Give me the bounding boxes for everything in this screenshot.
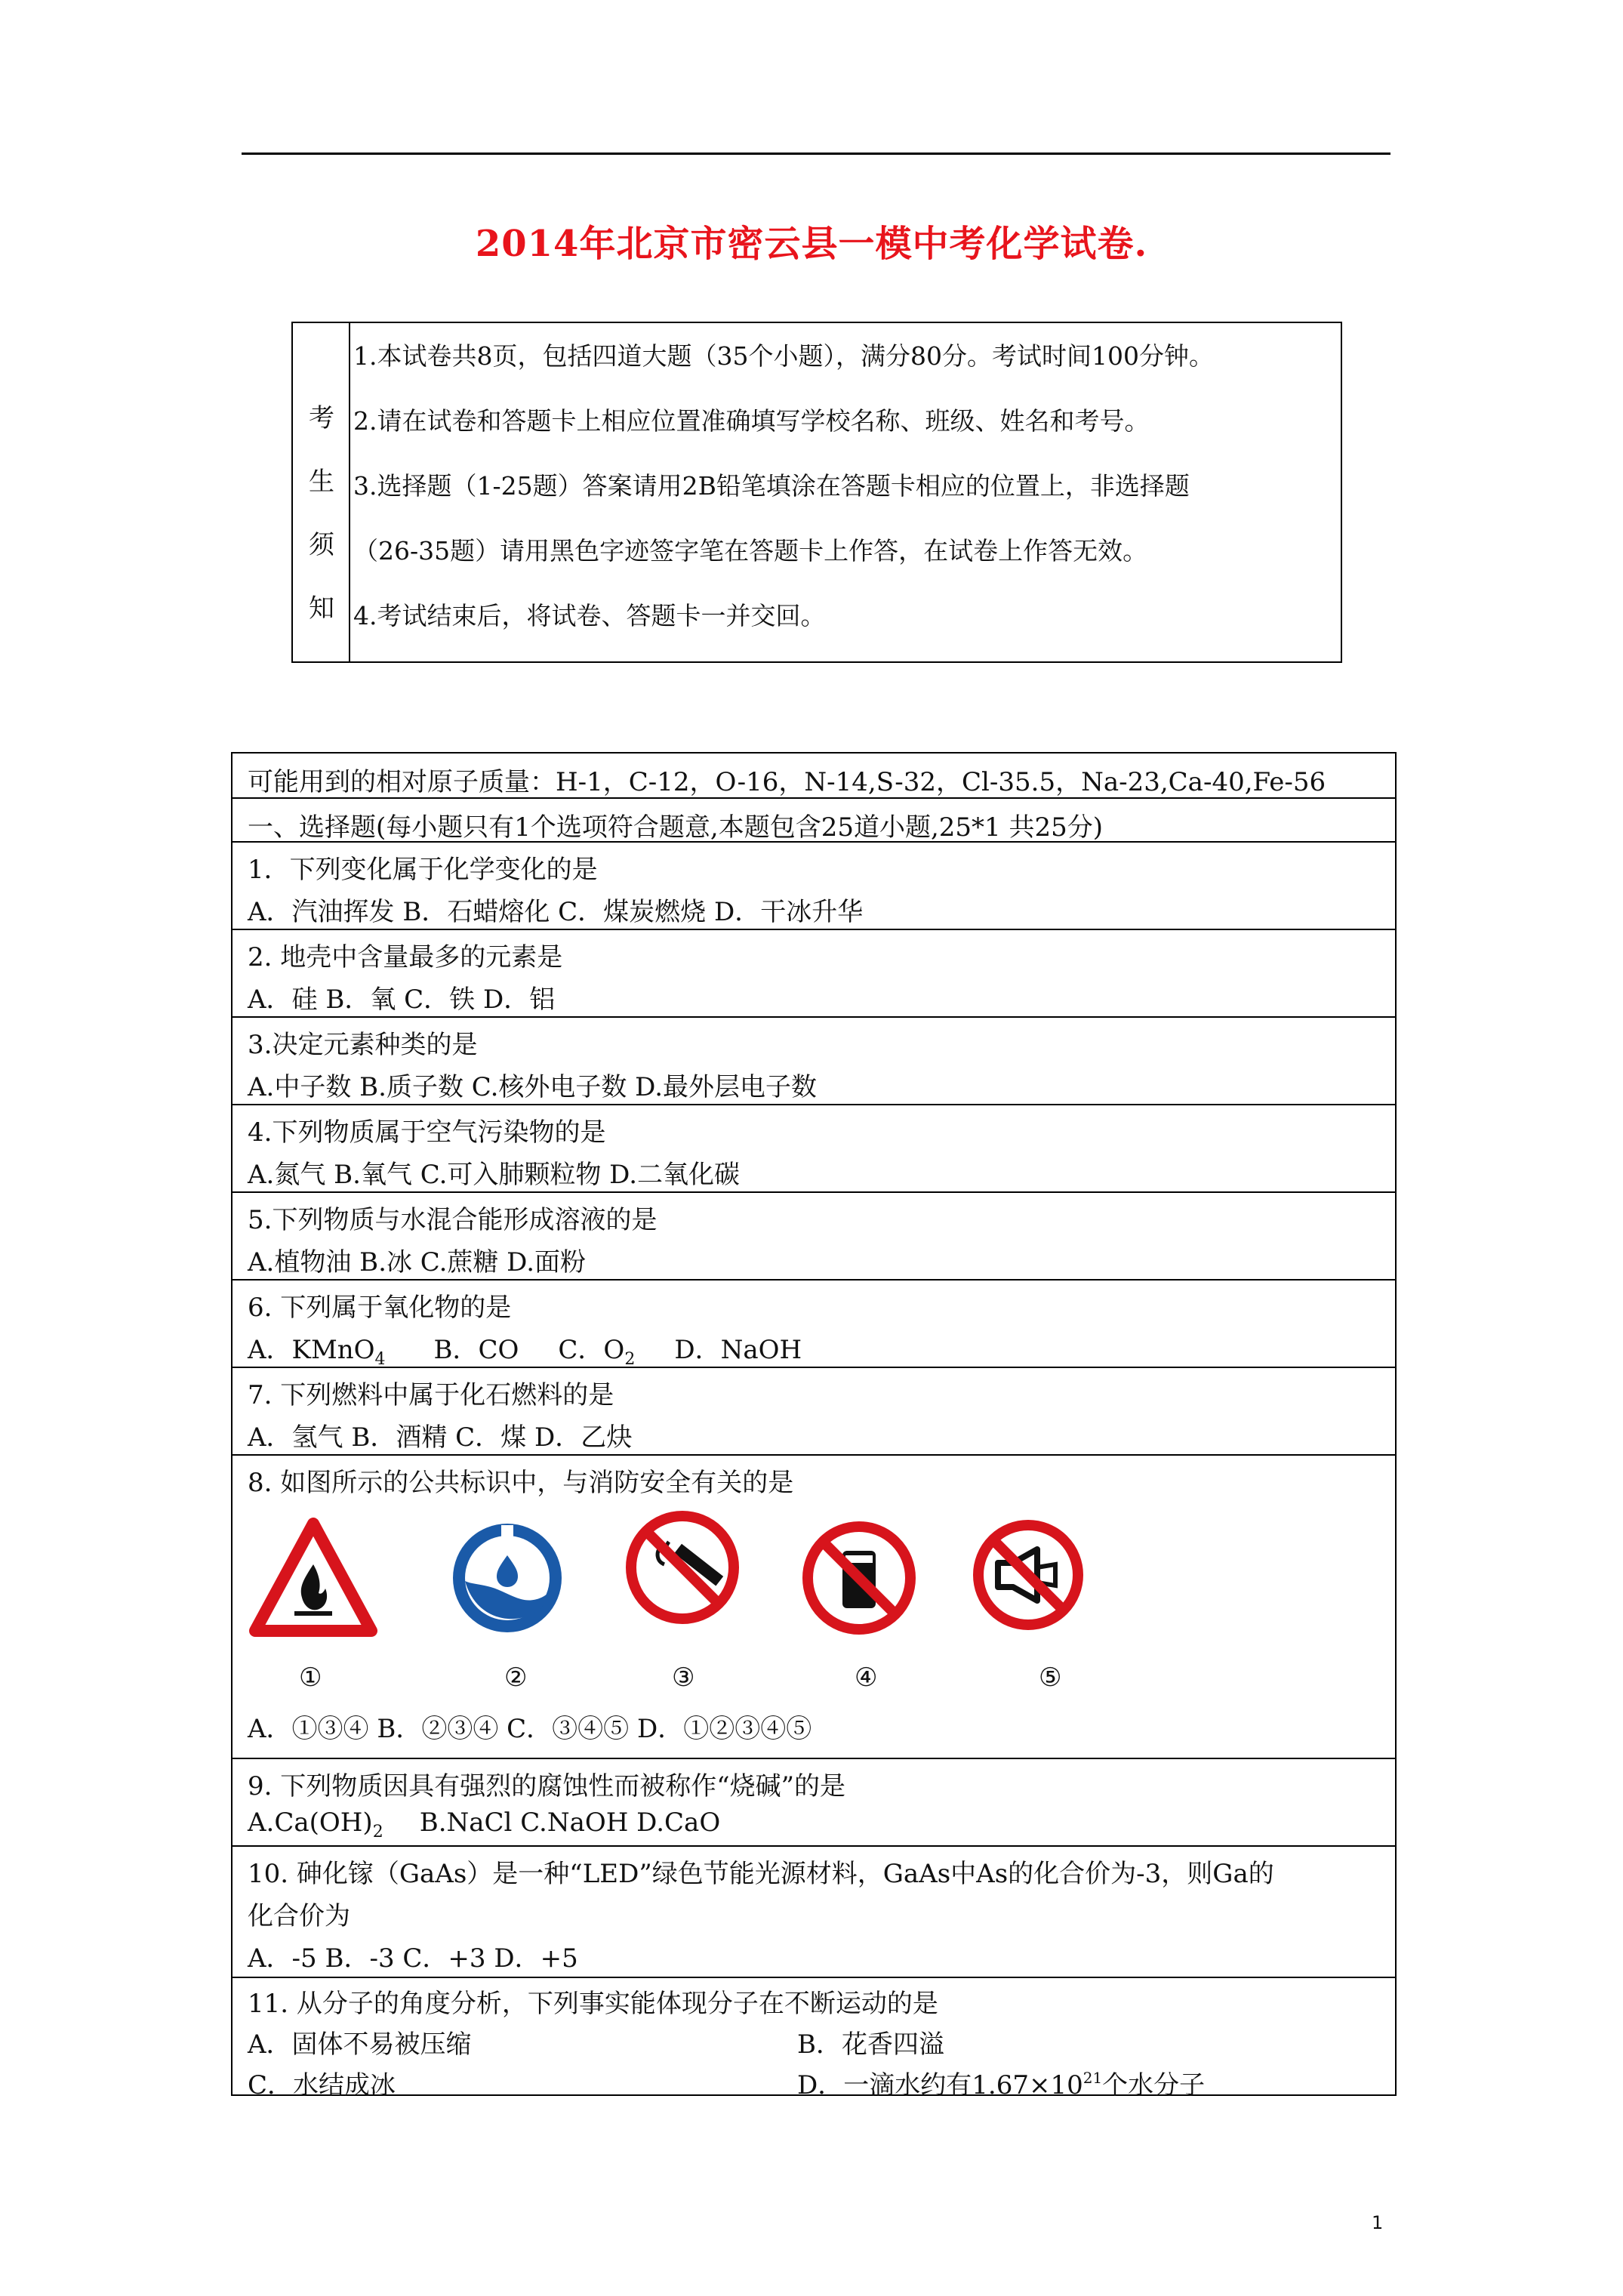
question-options [248,1808,720,1841]
question-stem: 7. 下列燃料中属于化石燃料的是 [248,1380,614,1410]
sign-number: ④ [855,1663,878,1693]
question-3 [233,1016,1395,1104]
question-stem: 10. 砷化镓（GaAs）是一种“LED”绿色节能光源材料，GaAs中As的化合价为-3，则Ga的 [248,1859,1274,1889]
option-d-text: D．一滴水约有1.67×10 [797,2070,1083,2100]
section-header: 一、选择题(每小题只有1个选项符合题意,本题包含25道小题,25*1 共25分) [248,812,1104,843]
notice-line: 3.选择题（1-25题）答案请用2B铅笔填涂在答题卡相应的位置上，非选择题 [353,471,1190,501]
option-b: B．CO [433,1335,519,1365]
question-stem: 1．下列变化属于化学变化的是 [248,855,598,885]
question-stem: 3.决定元素种类的是 [248,1030,478,1060]
options-rest: B.NaCl C.NaOH D.CaO [419,1808,721,1838]
notice-line: 1.本试卷共8页，包括四道大题（35个小题），满分80分。考试时间100分钟。 [353,341,1214,371]
question-options: A.中子数 B.质子数 C.核外电子数 D.最外层电子数 [248,1072,818,1102]
notice-line: 2.请在试卷和答题卡上相应位置准确填写学校名称、班级、姓名和考号。 [353,406,1150,436]
notice-label-char: 生 [309,467,334,497]
question-stem: 5.下列物质与水混合能形成溶液的是 [248,1205,658,1235]
question-options: A.氮气 B.氧气 C.可入肺颗粒物 D.二氧化碳 [248,1160,741,1190]
superscript: 21 [1083,2069,1103,2087]
atomic-mass-row [233,754,1395,797]
question-stem: 6. 下列属于氧化物的是 [248,1293,512,1323]
question-6 [233,1279,1395,1367]
question-stem: 9. 下列物质因具有强烈的腐蚀性而被称作“烧碱”的是 [248,1771,846,1801]
question-11 [233,1977,1395,2100]
option-a: A．KMnO [248,1335,375,1365]
question-stem: 2. 地壳中含量最多的元素是 [248,942,563,972]
question-5 [233,1191,1395,1279]
question-options: A.植物油 B.冰 C.蔗糖 D.面粉 [248,1247,587,1277]
subscript: 2 [372,1823,383,1841]
question-options: A．-5 B．-3 C．+3 D．+5 [248,1943,578,1974]
question-stem: 8. 如图所示的公共标识中，与消防安全有关的是 [248,1468,794,1498]
question-options [248,1329,802,1369]
section-header-row [233,797,1395,841]
option-d: D．NaOH [674,1335,802,1365]
page-number: 1 [1372,2212,1384,2233]
no-explosives-icon [799,1518,919,1638]
save-water-icon [447,1518,568,1638]
flammable-warning-icon [249,1518,377,1638]
question-options: A．硅 B．氧 C．铁 D．铝 [248,985,556,1015]
sign-number: ⑤ [1039,1663,1062,1693]
notice-label-char: 考 [309,403,334,433]
question-options: A．氢气 B．酒精 C．煤 D．乙炔 [248,1422,633,1453]
atomic-mass-text: 可能用到的相对原子质量：H-1，C-12，O-16，N-14,S-32，Cl-35.5，Na-23,Ca-40,Fe-56 [248,767,1326,797]
question-options: A．①③④ B．②③④ C．③④⑤ D．①②③④⑤ [248,1714,812,1744]
notice-label-char: 知 [309,593,334,624]
notice-line: （26-35题）请用黑色字迹签字笔在答题卡上作答，在试卷上作答无效。 [353,536,1148,566]
questions-table [231,752,1397,2100]
option-b: B．花香四溢 [797,2029,944,2060]
notice-line: 4.考试结束后，将试卷、答题卡一并交回。 [353,601,826,630]
notice-label [293,323,350,661]
header-rule [242,153,1390,155]
question-7 [233,1367,1395,1454]
sign-number: ① [299,1663,322,1693]
option-d-text-end: 个水分子 [1102,2070,1206,2100]
question-8 [233,1454,1395,1758]
question-stem: 4.下列物质属于空气污染物的是 [248,1117,606,1148]
question-2 [233,929,1395,1016]
no-horn-icon [968,1515,1089,1635]
subscript: 2 [624,1350,636,1369]
question-stem-cont: 化合价为 [248,1901,350,1931]
option-a: A.Ca(OH) [248,1808,373,1838]
question-1 [233,841,1395,929]
no-smoking-icon [622,1507,743,1628]
question-options: A．汽油挥发 B．石蜡熔化 C．煤炭燃烧 D．干冰升华 [248,897,864,927]
notice-box [291,322,1342,663]
notice-label-char: 须 [309,530,334,560]
subscript: 4 [374,1350,386,1369]
question-4 [233,1104,1395,1191]
sign-number: ② [504,1663,528,1693]
option-a: A．固体不易被压缩 [248,2029,472,2060]
question-10 [233,1845,1395,1977]
exam-title: 2014年北京市密云县一模中考化学试卷. [475,223,1148,265]
option-d [797,2064,1205,2101]
question-stem: 11. 从分子的角度分析，下列事实能体现分子在不断运动的是 [248,1989,938,2019]
sign-number: ③ [672,1663,695,1693]
question-9 [233,1758,1395,1845]
option-c: C．水结成冰 [248,2070,396,2100]
option-c: C．O [558,1335,625,1365]
